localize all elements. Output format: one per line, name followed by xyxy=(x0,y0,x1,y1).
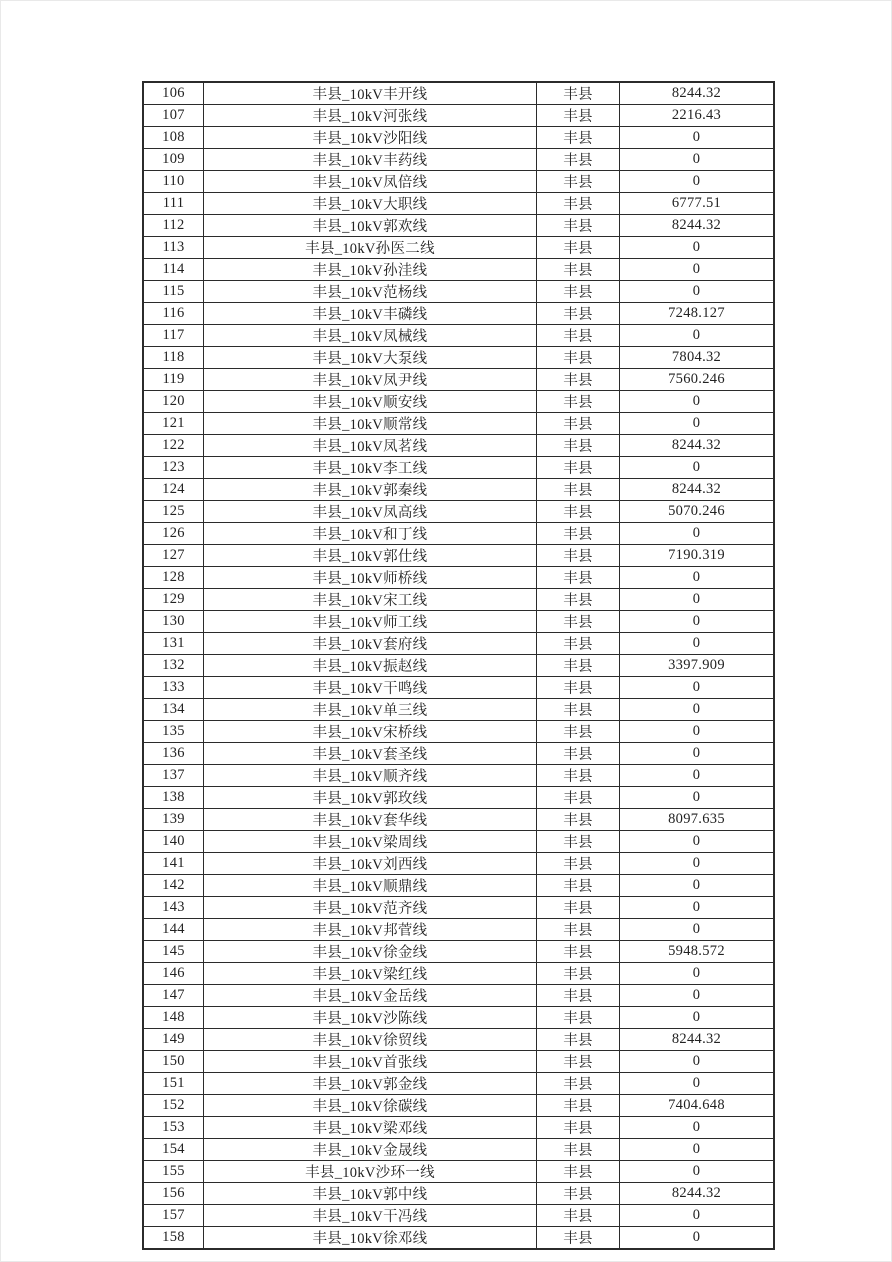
region-cell: 丰县 xyxy=(537,853,620,875)
value-cell: 0 xyxy=(620,1161,775,1183)
line-name-cell: 丰县_10kV金岳线 xyxy=(204,985,537,1007)
region-cell: 丰县 xyxy=(537,259,620,281)
table-row xyxy=(143,1073,774,1095)
region-cell: 丰县 xyxy=(537,457,620,479)
table-row xyxy=(143,545,774,567)
table-row xyxy=(143,1161,774,1183)
row-index-cell: 110 xyxy=(143,171,204,193)
region-cell: 丰县 xyxy=(537,1117,620,1139)
row-index-cell: 136 xyxy=(143,743,204,765)
line-name-cell: 丰县_10kV干鸣线 xyxy=(204,677,537,699)
row-index-cell: 135 xyxy=(143,721,204,743)
region-cell: 丰县 xyxy=(537,1183,620,1205)
row-index-cell: 118 xyxy=(143,347,204,369)
value-cell: 8244.32 xyxy=(620,1029,775,1051)
line-name-cell: 丰县_10kV丰开线 xyxy=(204,82,537,105)
region-cell: 丰县 xyxy=(537,479,620,501)
row-index-cell: 139 xyxy=(143,809,204,831)
row-index-cell: 155 xyxy=(143,1161,204,1183)
line-name-cell: 丰县_10kV宋工线 xyxy=(204,589,537,611)
value-cell: 8244.32 xyxy=(620,435,775,457)
row-index-cell: 119 xyxy=(143,369,204,391)
row-index-cell: 149 xyxy=(143,1029,204,1051)
value-cell: 5948.572 xyxy=(620,941,775,963)
line-name-cell: 丰县_10kV套圣线 xyxy=(204,743,537,765)
row-index-cell: 131 xyxy=(143,633,204,655)
table-row xyxy=(143,215,774,237)
table-row xyxy=(143,303,774,325)
row-index-cell: 112 xyxy=(143,215,204,237)
value-cell: 7248.127 xyxy=(620,303,775,325)
region-cell: 丰县 xyxy=(537,633,620,655)
line-name-cell: 丰县_10kV凤尹线 xyxy=(204,369,537,391)
line-name-cell: 丰县_10kV宋桥线 xyxy=(204,721,537,743)
value-cell: 0 xyxy=(620,567,775,589)
value-cell: 8244.32 xyxy=(620,215,775,237)
line-name-cell: 丰县_10kV梁周线 xyxy=(204,831,537,853)
line-name-cell: 丰县_10kV金晟线 xyxy=(204,1139,537,1161)
value-cell: 0 xyxy=(620,1205,775,1227)
region-cell: 丰县 xyxy=(537,1227,620,1250)
region-cell: 丰县 xyxy=(537,1161,620,1183)
row-index-cell: 147 xyxy=(143,985,204,1007)
table-row xyxy=(143,567,774,589)
line-name-cell: 丰县_10kV顺常线 xyxy=(204,413,537,435)
line-name-cell: 丰县_10kV郭秦线 xyxy=(204,479,537,501)
table-row xyxy=(143,875,774,897)
value-cell: 0 xyxy=(620,743,775,765)
table-row xyxy=(143,391,774,413)
row-index-cell: 126 xyxy=(143,523,204,545)
row-index-cell: 137 xyxy=(143,765,204,787)
row-index-cell: 109 xyxy=(143,149,204,171)
table-row xyxy=(143,281,774,303)
table-row xyxy=(143,611,774,633)
power-line-table-body xyxy=(143,82,774,1249)
row-index-cell: 122 xyxy=(143,435,204,457)
value-cell: 0 xyxy=(620,677,775,699)
line-name-cell: 丰县_10kV丰药线 xyxy=(204,149,537,171)
table-row xyxy=(143,259,774,281)
table-row xyxy=(143,1095,774,1117)
table-row xyxy=(143,1183,774,1205)
table-row xyxy=(143,633,774,655)
region-cell: 丰县 xyxy=(537,1051,620,1073)
region-cell: 丰县 xyxy=(537,941,620,963)
value-cell: 0 xyxy=(620,787,775,809)
row-index-cell: 107 xyxy=(143,105,204,127)
line-name-cell: 丰县_10kV单三线 xyxy=(204,699,537,721)
line-name-cell: 丰县_10kV沙环一线 xyxy=(204,1161,537,1183)
line-name-cell: 丰县_10kV梁红线 xyxy=(204,963,537,985)
value-cell: 0 xyxy=(620,611,775,633)
value-cell: 5070.246 xyxy=(620,501,775,523)
region-cell: 丰县 xyxy=(537,567,620,589)
value-cell: 0 xyxy=(620,171,775,193)
table-row xyxy=(143,457,774,479)
row-index-cell: 140 xyxy=(143,831,204,853)
line-name-cell: 丰县_10kV徐邓线 xyxy=(204,1227,537,1250)
value-cell: 0 xyxy=(620,831,775,853)
line-name-cell: 丰县_10kV河张线 xyxy=(204,105,537,127)
region-cell: 丰县 xyxy=(537,149,620,171)
table-row xyxy=(143,919,774,941)
value-cell: 0 xyxy=(620,1117,775,1139)
table-row xyxy=(143,369,774,391)
table-row xyxy=(143,347,774,369)
line-name-cell: 丰县_10kV凤高线 xyxy=(204,501,537,523)
row-index-cell: 121 xyxy=(143,413,204,435)
line-name-cell: 丰县_10kV大职线 xyxy=(204,193,537,215)
region-cell: 丰县 xyxy=(537,611,620,633)
region-cell: 丰县 xyxy=(537,391,620,413)
value-cell: 0 xyxy=(620,963,775,985)
region-cell: 丰县 xyxy=(537,82,620,105)
row-index-cell: 134 xyxy=(143,699,204,721)
row-index-cell: 150 xyxy=(143,1051,204,1073)
value-cell: 0 xyxy=(620,897,775,919)
row-index-cell: 108 xyxy=(143,127,204,149)
region-cell: 丰县 xyxy=(537,501,620,523)
row-index-cell: 123 xyxy=(143,457,204,479)
line-name-cell: 丰县_10kV郭金线 xyxy=(204,1073,537,1095)
row-index-cell: 117 xyxy=(143,325,204,347)
value-cell: 0 xyxy=(620,149,775,171)
region-cell: 丰县 xyxy=(537,1007,620,1029)
line-name-cell: 丰县_10kV师桥线 xyxy=(204,567,537,589)
region-cell: 丰县 xyxy=(537,765,620,787)
region-cell: 丰县 xyxy=(537,1205,620,1227)
row-index-cell: 128 xyxy=(143,567,204,589)
power-line-table xyxy=(142,81,775,1250)
value-cell: 0 xyxy=(620,259,775,281)
row-index-cell: 148 xyxy=(143,1007,204,1029)
row-index-cell: 157 xyxy=(143,1205,204,1227)
line-name-cell: 丰县_10kV丰磷线 xyxy=(204,303,537,325)
row-index-cell: 113 xyxy=(143,237,204,259)
table-row xyxy=(143,1029,774,1051)
table-row xyxy=(143,721,774,743)
region-cell: 丰县 xyxy=(537,1139,620,1161)
value-cell: 0 xyxy=(620,875,775,897)
table-row xyxy=(143,655,774,677)
line-name-cell: 丰县_10kV刘西线 xyxy=(204,853,537,875)
region-cell: 丰县 xyxy=(537,193,620,215)
value-cell: 0 xyxy=(620,391,775,413)
table-row xyxy=(143,853,774,875)
line-name-cell: 丰县_10kV郭仕线 xyxy=(204,545,537,567)
row-index-cell: 138 xyxy=(143,787,204,809)
line-name-cell: 丰县_10kV顺齐线 xyxy=(204,765,537,787)
line-name-cell: 丰县_10kV顺鼎线 xyxy=(204,875,537,897)
line-name-cell: 丰县_10kV李工线 xyxy=(204,457,537,479)
table-row xyxy=(143,149,774,171)
region-cell: 丰县 xyxy=(537,215,620,237)
table-row xyxy=(143,1227,774,1250)
row-index-cell: 144 xyxy=(143,919,204,941)
line-name-cell: 丰县_10kV套华线 xyxy=(204,809,537,831)
region-cell: 丰县 xyxy=(537,369,620,391)
region-cell: 丰县 xyxy=(537,787,620,809)
value-cell: 0 xyxy=(620,413,775,435)
value-cell: 0 xyxy=(620,1007,775,1029)
line-name-cell: 丰县_10kV顺安线 xyxy=(204,391,537,413)
region-cell: 丰县 xyxy=(537,523,620,545)
value-cell: 0 xyxy=(620,523,775,545)
line-name-cell: 丰县_10kV干冯线 xyxy=(204,1205,537,1227)
row-index-cell: 115 xyxy=(143,281,204,303)
region-cell: 丰县 xyxy=(537,435,620,457)
table-row xyxy=(143,589,774,611)
row-index-cell: 132 xyxy=(143,655,204,677)
region-cell: 丰县 xyxy=(537,699,620,721)
region-cell: 丰县 xyxy=(537,347,620,369)
region-cell: 丰县 xyxy=(537,809,620,831)
table-row xyxy=(143,897,774,919)
row-index-cell: 120 xyxy=(143,391,204,413)
table-row xyxy=(143,479,774,501)
value-cell: 8244.32 xyxy=(620,82,775,105)
line-name-cell: 丰县_10kV徐金线 xyxy=(204,941,537,963)
region-cell: 丰县 xyxy=(537,655,620,677)
value-cell: 0 xyxy=(620,457,775,479)
table-row xyxy=(143,743,774,765)
region-cell: 丰县 xyxy=(537,897,620,919)
value-cell: 0 xyxy=(620,699,775,721)
row-index-cell: 154 xyxy=(143,1139,204,1161)
table-row xyxy=(143,127,774,149)
region-cell: 丰县 xyxy=(537,545,620,567)
region-cell: 丰县 xyxy=(537,677,620,699)
value-cell: 8097.635 xyxy=(620,809,775,831)
table-row xyxy=(143,82,774,105)
row-index-cell: 151 xyxy=(143,1073,204,1095)
line-name-cell: 丰县_10kV徐贸线 xyxy=(204,1029,537,1051)
table-row xyxy=(143,809,774,831)
table-row xyxy=(143,325,774,347)
line-name-cell: 丰县_10kV沙陈线 xyxy=(204,1007,537,1029)
line-name-cell: 丰县_10kV邦菅线 xyxy=(204,919,537,941)
region-cell: 丰县 xyxy=(537,127,620,149)
row-index-cell: 116 xyxy=(143,303,204,325)
line-name-cell: 丰县_10kV套府线 xyxy=(204,633,537,655)
table-row xyxy=(143,435,774,457)
value-cell: 2216.43 xyxy=(620,105,775,127)
value-cell: 3397.909 xyxy=(620,655,775,677)
table-row xyxy=(143,941,774,963)
row-index-cell: 125 xyxy=(143,501,204,523)
line-name-cell: 丰县_10kV首张线 xyxy=(204,1051,537,1073)
table-row xyxy=(143,501,774,523)
region-cell: 丰县 xyxy=(537,985,620,1007)
value-cell: 8244.32 xyxy=(620,1183,775,1205)
value-cell: 0 xyxy=(620,1139,775,1161)
row-index-cell: 124 xyxy=(143,479,204,501)
row-index-cell: 146 xyxy=(143,963,204,985)
table-row xyxy=(143,413,774,435)
value-cell: 0 xyxy=(620,1073,775,1095)
line-name-cell: 丰县_10kV孙洼线 xyxy=(204,259,537,281)
row-index-cell: 127 xyxy=(143,545,204,567)
region-cell: 丰县 xyxy=(537,171,620,193)
table-row xyxy=(143,1051,774,1073)
region-cell: 丰县 xyxy=(537,1095,620,1117)
line-name-cell: 丰县_10kV凤茗线 xyxy=(204,435,537,457)
table-row xyxy=(143,105,774,127)
row-index-cell: 152 xyxy=(143,1095,204,1117)
value-cell: 0 xyxy=(620,919,775,941)
line-name-cell: 丰县_10kV大泵线 xyxy=(204,347,537,369)
line-name-cell: 丰县_10kV凤倍线 xyxy=(204,171,537,193)
table-row xyxy=(143,193,774,215)
table-row xyxy=(143,699,774,721)
region-cell: 丰县 xyxy=(537,919,620,941)
row-index-cell: 111 xyxy=(143,193,204,215)
value-cell: 0 xyxy=(620,589,775,611)
table-row xyxy=(143,765,774,787)
value-cell: 0 xyxy=(620,985,775,1007)
region-cell: 丰县 xyxy=(537,589,620,611)
region-cell: 丰县 xyxy=(537,237,620,259)
region-cell: 丰县 xyxy=(537,105,620,127)
row-index-cell: 143 xyxy=(143,897,204,919)
region-cell: 丰县 xyxy=(537,1073,620,1095)
value-cell: 0 xyxy=(620,281,775,303)
value-cell: 7560.246 xyxy=(620,369,775,391)
row-index-cell: 156 xyxy=(143,1183,204,1205)
region-cell: 丰县 xyxy=(537,325,620,347)
line-name-cell: 丰县_10kV郭中线 xyxy=(204,1183,537,1205)
line-name-cell: 丰县_10kV郭欢线 xyxy=(204,215,537,237)
line-name-cell: 丰县_10kV徐碳线 xyxy=(204,1095,537,1117)
table-row xyxy=(143,787,774,809)
table-row xyxy=(143,1007,774,1029)
value-cell: 0 xyxy=(620,325,775,347)
row-index-cell: 114 xyxy=(143,259,204,281)
table-row xyxy=(143,237,774,259)
value-cell: 0 xyxy=(620,633,775,655)
table-row xyxy=(143,677,774,699)
table-row xyxy=(143,985,774,1007)
table-row xyxy=(143,523,774,545)
line-name-cell: 丰县_10kV梁邓线 xyxy=(204,1117,537,1139)
line-name-cell: 丰县_10kV和丁线 xyxy=(204,523,537,545)
line-name-cell: 丰县_10kV沙阳线 xyxy=(204,127,537,149)
row-index-cell: 133 xyxy=(143,677,204,699)
value-cell: 7190.319 xyxy=(620,545,775,567)
value-cell: 0 xyxy=(620,127,775,149)
value-cell: 0 xyxy=(620,765,775,787)
row-index-cell: 142 xyxy=(143,875,204,897)
region-cell: 丰县 xyxy=(537,413,620,435)
row-index-cell: 129 xyxy=(143,589,204,611)
row-index-cell: 153 xyxy=(143,1117,204,1139)
row-index-cell: 106 xyxy=(143,82,204,105)
region-cell: 丰县 xyxy=(537,281,620,303)
row-index-cell: 145 xyxy=(143,941,204,963)
row-index-cell: 158 xyxy=(143,1227,204,1250)
region-cell: 丰县 xyxy=(537,303,620,325)
region-cell: 丰县 xyxy=(537,963,620,985)
table-row xyxy=(143,1205,774,1227)
table-row xyxy=(143,171,774,193)
region-cell: 丰县 xyxy=(537,1029,620,1051)
row-index-cell: 130 xyxy=(143,611,204,633)
line-name-cell: 丰县_10kV孙医二线 xyxy=(204,237,537,259)
line-name-cell: 丰县_10kV范齐线 xyxy=(204,897,537,919)
row-index-cell: 141 xyxy=(143,853,204,875)
value-cell: 7404.648 xyxy=(620,1095,775,1117)
table-row xyxy=(143,1139,774,1161)
value-cell: 6777.51 xyxy=(620,193,775,215)
value-cell: 0 xyxy=(620,1227,775,1250)
table-row xyxy=(143,831,774,853)
value-cell: 0 xyxy=(620,237,775,259)
line-name-cell: 丰县_10kV郭玫线 xyxy=(204,787,537,809)
table-row xyxy=(143,1117,774,1139)
region-cell: 丰县 xyxy=(537,743,620,765)
region-cell: 丰县 xyxy=(537,831,620,853)
line-name-cell: 丰县_10kV振赵线 xyxy=(204,655,537,677)
value-cell: 0 xyxy=(620,853,775,875)
line-name-cell: 丰县_10kV师工线 xyxy=(204,611,537,633)
line-name-cell: 丰县_10kV凤械线 xyxy=(204,325,537,347)
region-cell: 丰县 xyxy=(537,721,620,743)
value-cell: 0 xyxy=(620,721,775,743)
table-row xyxy=(143,963,774,985)
value-cell: 7804.32 xyxy=(620,347,775,369)
line-name-cell: 丰县_10kV范杨线 xyxy=(204,281,537,303)
value-cell: 8244.32 xyxy=(620,479,775,501)
value-cell: 0 xyxy=(620,1051,775,1073)
region-cell: 丰县 xyxy=(537,875,620,897)
